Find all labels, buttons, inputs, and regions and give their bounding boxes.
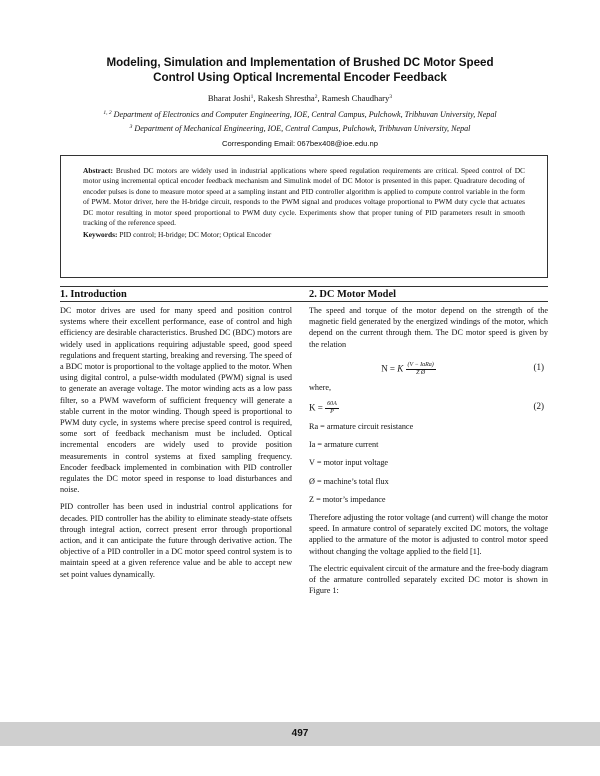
definition — [309, 494, 548, 505]
affiliation-text: Department of Mechanical Engineering, IOE, Central Campus, Pulchowk, Tribhuvan University, Nepal — [134, 124, 471, 133]
section-rule-bottom — [60, 301, 548, 302]
definition-symbol: Ia — [309, 440, 316, 450]
keywords-label: Keywords: — [83, 230, 118, 240]
definition-symbol: V — [309, 458, 315, 468]
equation-numerator: (V − IaRa) — [407, 361, 434, 368]
affiliation-sup: 1, 2 — [103, 110, 112, 116]
section-heading-introduction: 1. Introduction — [60, 289, 127, 300]
abstract-box — [60, 155, 548, 278]
paragraph: The speed and torque of the motor depend on the strength of the magnetic field generated by the energized windings of the motor, which depend on the current through them. The DC motor speed is given by the relation — [309, 306, 548, 349]
affiliation-1 — [40, 110, 560, 119]
author-name: Bharat Joshi — [207, 93, 251, 103]
definition-text: = motor input voltage — [316, 458, 389, 468]
definition-symbol: Ra — [309, 422, 319, 432]
section-heading-dc-motor-model: 2. DC Motor Model — [309, 289, 396, 300]
title-line-2: Control Using Optical Incremental Encoder Feedback — [153, 71, 447, 84]
equation-2 — [309, 395, 548, 421]
definition — [309, 439, 548, 450]
affiliation-2 — [40, 124, 560, 133]
keywords — [83, 230, 525, 240]
definition-symbol: Ø — [309, 476, 315, 486]
author-list: Bharat Joshi$^1$, Rakesh Shrestha$^2$, Ramesh Chaudhary$^3$ — [207, 93, 393, 103]
definition — [309, 476, 548, 487]
equation-denominator: Z Ø — [416, 369, 426, 376]
corresponding-email: Corresponding Email: 067bex408@ioe.edu.np — [222, 139, 378, 148]
author-sup: 3 — [389, 94, 393, 100]
equation-fraction — [406, 362, 436, 377]
equation-1 — [309, 356, 548, 382]
affiliation-sup: 3 — [129, 124, 133, 130]
definition-text: = armature current — [317, 440, 379, 450]
equation-fraction — [325, 401, 339, 416]
abstract — [83, 166, 525, 228]
paper-title — [60, 55, 540, 85]
author-name: Rakesh Shrestha — [257, 93, 315, 103]
author-name: Ramesh Chaudhary — [321, 93, 390, 103]
paragraph: PID controller has been used in industrial control applications for decades. PID controller has the ability to eliminate steady-state offsets through integral action, correct present error through proportional action, and it can anticipate the future through derivative action. The objective of a PID controller in a DC motor speed control system is to maintain speed at a given reference value and be able to accept new set point values dynamically. — [60, 502, 292, 579]
abstract-text: Brushed DC motors are widely used in industrial applications where speed regulation requirements are critical. Speed control of DC motor using incremental optical encoder feedback mechanism and Simulink model of DC Motor is presented in this paper. Quadrature decoding of encoder pulses is done to measure motor speed at a sampling instant and PID controller algorithm is applied to compute control variable in the form of PWM. Motor driver, here the H-bridge circuit, responds to the PWM signal and produces voltage proportional to PWM duty cycle that actuates DC motor resulting in motor speed proportional to PWM duty cycle. Experiments show that proper tuning of PID parameters result in smooth tracking of the reference speed. — [83, 166, 525, 228]
keywords-text: PID control; H-bridge; DC Motor; Optical Encoder — [119, 230, 272, 240]
definition — [309, 421, 548, 432]
equation-lhs: K = — [309, 402, 326, 413]
author-sup: 2 — [314, 94, 318, 100]
section-rule-top — [60, 286, 548, 287]
affiliation-text: Department of Electronics and Computer Engineering, IOE, Central Campus, Pulchowk, Tribhuvan University, Nepal — [113, 110, 497, 119]
definition — [309, 457, 548, 468]
definition-text: = motor’s impedance — [316, 494, 386, 504]
equation-number: (2) — [533, 401, 544, 412]
page-number: 497 — [0, 722, 600, 746]
equation-denominator: P — [330, 409, 334, 416]
equation-k: K — [397, 363, 404, 374]
where-label: where, — [309, 382, 332, 392]
title-line-1: Modeling, Simulation and Implementation of Brushed DC Motor Speed — [106, 56, 494, 69]
abstract-label: Abstract: — [83, 166, 113, 175]
equation-number: (1) — [533, 361, 544, 372]
equation-numerator: 60A — [327, 401, 337, 408]
paragraph: DC motor drives are used for many speed and position control systems where their excellent performance, ease of control and high efficiency are desirable characteristics. Brushed DC (BDC) motors are widely used in applications requiring adjustable speed, good speed regulations and frequent starting, breaking and reversing. The speed of a BDC motor is proportional to the voltage applied to the motor. When using digital control, a pulse-width modulated (PWM) signal is used to generate an average voltage. The motor winding acts as a low pass filter, so a PWM waveform of sufficient frequency will generate a stable current in the motor winding. Though speed is proportional to PWM duty cycle, in systems where precise speed control is required, some sort of feedback mechanism must be included. Optical incremental encoders are widely used to provide position measurements in control systems at fixed sampling frequency. Encoder feedback implemented in combination with PID controller regulates the DC motor speed in response to load disturbances and noise. — [60, 306, 293, 495]
definition-text: = machine’s total flux — [316, 476, 389, 486]
author-sup: 1 — [250, 94, 254, 100]
definition-text: = armature circuit resistance — [320, 422, 414, 432]
equation-lhs: N = — [381, 363, 398, 374]
dc-motor-model-column — [309, 305, 548, 602]
paragraph: Therefore adjusting the rotor voltage (and current) will change the motor speed. In armature control of separately excited DC motors, the voltage applied to the armature of the motor is adjusted to control motor speed without changing the voltage applied to the field [1]. — [309, 513, 548, 556]
paragraph: The electric equivalent circuit of the armature and the free-body diagram of the armature controlled separately excited DC motor is shown in Figure 1: — [309, 563, 548, 596]
definition-symbol: Z — [309, 494, 315, 504]
introduction-column — [60, 305, 292, 586]
